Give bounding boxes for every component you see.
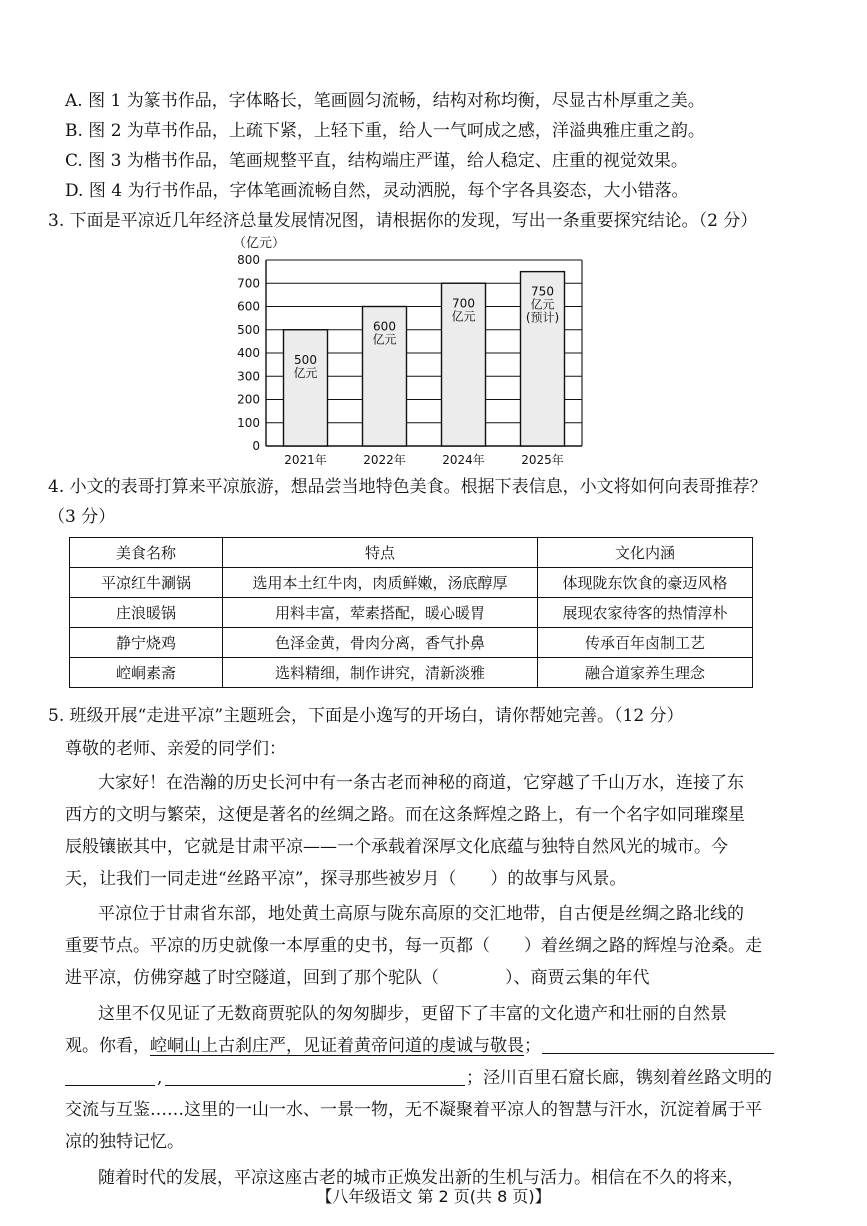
answer-line-3[interactable] — [165, 1085, 465, 1086]
cell-food-name: 静宁烧鸡 — [70, 628, 223, 658]
p1-line-4 — [65, 868, 626, 890]
bar-value-label: (预计) — [525, 310, 560, 325]
p3-line-2-semicolon: ； — [524, 1036, 541, 1056]
cell-features: 色泽金黄，骨肉分离，香气扑鼻 — [223, 628, 538, 658]
bar-value-label: 600 — [373, 319, 396, 334]
p2-line-2 — [65, 935, 762, 957]
option-d: D. 图 4 为行书作品，字体笔画流畅自然，灵动洒脱，每个字各具姿态，大小错落。 — [65, 181, 689, 201]
y-tick-label: 0 — [252, 439, 260, 453]
x-tick-label: 2024年 — [442, 453, 485, 467]
x-tick-label: 2025年 — [521, 453, 564, 467]
p1-line-2: 西方的文明与繁荣，这便是著名的丝绸之路。而在这条辉煌之路上，有一个名字如同璀璨星 — [65, 805, 745, 825]
bar-value-label: 700 — [452, 296, 475, 311]
y-tick-label: 700 — [237, 276, 260, 291]
food-table — [69, 537, 753, 688]
p2-line-2-start: 重要节点。平凉的历史就像一本厚重的史书，每一页都（ — [65, 936, 490, 956]
question-4-line-1: 4. 小文的表哥打算来平凉旅游，想品尝当地特色美食。根据下表信息，小文将如何向表哥推荐？ — [48, 477, 767, 497]
cell-features: 用料丰富，荤素搭配，暖心暖胃 — [223, 598, 538, 628]
chart-y-ticks — [237, 253, 260, 453]
bar-value-label: 亿元 — [530, 297, 555, 312]
cell-features: 选料精细，制作讲究，清新淡雅 — [223, 658, 538, 688]
answer-line-1[interactable] — [542, 1053, 774, 1054]
p2-line-3-end: ）、商贾云集的年代 — [505, 968, 650, 988]
page-footer: 【八年级语文 第 2 页(共 8 页)】 — [316, 1187, 551, 1206]
x-tick-label: 2022年 — [363, 453, 406, 467]
p2-line-3 — [65, 967, 650, 989]
p4-line-1: 随着时代的发展，平凉这座古老的城市正焕发出新的生机与活力。相信在不久的将来， — [98, 1168, 744, 1188]
question-3: 3. 下面是平凉近几年经济总量发展情况图，请根据你的发现，写出一条重要探究结论。（2 分） — [48, 211, 758, 231]
cell-food-name: 崆峒素斋 — [70, 658, 223, 688]
y-tick-label: 200 — [237, 392, 260, 407]
p1-line-1: 大家好！在浩瀚的历史长河中有一条古老而神秘的商道，它穿越了千山万水，连接了东 — [98, 773, 744, 793]
bar-value-label: 亿元 — [293, 365, 318, 380]
cell-features: 选用本土红牛肉，肉质鲜嫩，汤底醇厚 — [223, 568, 538, 598]
p3-line-4: 交流与互鉴……这里的一山一水、一景一物，无不凝聚着平凉人的智慧与汗水，沉淀着属于平 — [65, 1100, 762, 1120]
header-features: 特点 — [223, 538, 538, 568]
speech-greeting: 尊敬的老师、亲爱的同学们： — [65, 739, 286, 759]
p1-line-3: 辰般镶嵌其中，它就是甘肃平凉——一个承载着深厚文化底蕴与独特自然风光的城市。今 — [65, 837, 728, 857]
p2-line-1: 平凉位于甘肃省东部，地处黄土高原与陇东高原的交汇地带，自古便是丝绸之路北线的 — [98, 904, 744, 924]
option-b: B. 图 2 为草书作品，上疏下紧，上轻下重，给人一气呵成之感，洋溢典雅庄重之韵。 — [65, 121, 705, 141]
p3-line-2-start: 观。你看， — [65, 1036, 150, 1056]
table-header-row — [70, 538, 753, 568]
header-food-name: 美食名称 — [70, 538, 223, 568]
p1-line-4-end: ）的故事与风景。 — [490, 869, 627, 889]
cell-culture: 体现陇东饮食的豪迈风格 — [538, 568, 753, 598]
y-tick-label: 600 — [237, 299, 260, 314]
p1-line-4-start: 天，让我们一同走进“丝路平凉”，探寻那些被岁月（ — [65, 869, 457, 889]
bar — [284, 330, 328, 446]
cell-culture: 融合道家养生理念 — [538, 658, 753, 688]
p3-comma: , — [157, 1068, 163, 1088]
p3-line-3: ；泾川百里石窟长廊，镌刻着丝路文明的 — [466, 1068, 772, 1088]
y-tick-label: 400 — [237, 346, 260, 360]
chart-y-axis-label: （亿元） — [233, 236, 286, 251]
question-4-line-2: （3 分） — [48, 507, 116, 527]
example-sentence: 崆峒山上古刹庄严，见证着黄帝问道的虔诚与敬畏 — [150, 1036, 524, 1056]
p2-line-2-end: ）着丝绸之路的辉煌与沧桑。走 — [524, 936, 762, 956]
option-a: A. 图 1 为篆书作品，字体略长，笔画圆匀流畅，结构对称均衡，尽显古朴厚重之美。 — [65, 91, 705, 111]
y-tick-label: 100 — [237, 415, 260, 430]
y-tick-label: 300 — [237, 369, 260, 384]
bar-value-label: 750 — [531, 284, 554, 299]
p2-line-3-start: 进平凉，仿佛穿越了时空隧道，回到了那个驼队（ — [65, 968, 439, 988]
x-tick-label: 2021年 — [284, 453, 327, 467]
bar-value-label: 亿元 — [372, 332, 397, 347]
table-row — [70, 598, 753, 628]
cell-food-name: 平凉红牛涮锅 — [70, 568, 223, 598]
y-tick-label: 800 — [237, 253, 260, 267]
table-row — [70, 658, 753, 688]
bar-value-label: 500 — [294, 352, 317, 367]
economy-bar-chart — [220, 232, 590, 472]
answer-line-2[interactable] — [65, 1085, 155, 1086]
table-row — [70, 568, 753, 598]
chart-bars — [284, 272, 565, 446]
bar-value-label: 亿元 — [451, 309, 476, 324]
cell-food-name: 庄浪暖锅 — [70, 598, 223, 628]
cell-culture: 传承百年卤制工艺 — [538, 628, 753, 658]
p3-line-5: 凉的独特记忆。 — [65, 1132, 184, 1152]
cell-culture: 展现农家待客的热情淳朴 — [538, 598, 753, 628]
p3-line-2 — [65, 1035, 541, 1057]
table-row — [70, 628, 753, 658]
header-culture: 文化内涵 — [538, 538, 753, 568]
option-c: C. 图 3 为楷书作品，笔画规整平直，结构端庄严谨，给人稳定、庄重的视觉效果。 — [65, 151, 688, 171]
y-tick-label: 500 — [237, 322, 260, 337]
chart-x-labels — [284, 452, 564, 467]
question-5: 5. 班级开展“走进平凉”主题班会，下面是小逸写的开场白，请你帮她完善。（12 分） — [48, 706, 684, 726]
p3-line-1: 这里不仅见证了无数商贾驼队的匆匆脚步，更留下了丰富的文化遗产和壮丽的自然景 — [98, 1004, 727, 1024]
